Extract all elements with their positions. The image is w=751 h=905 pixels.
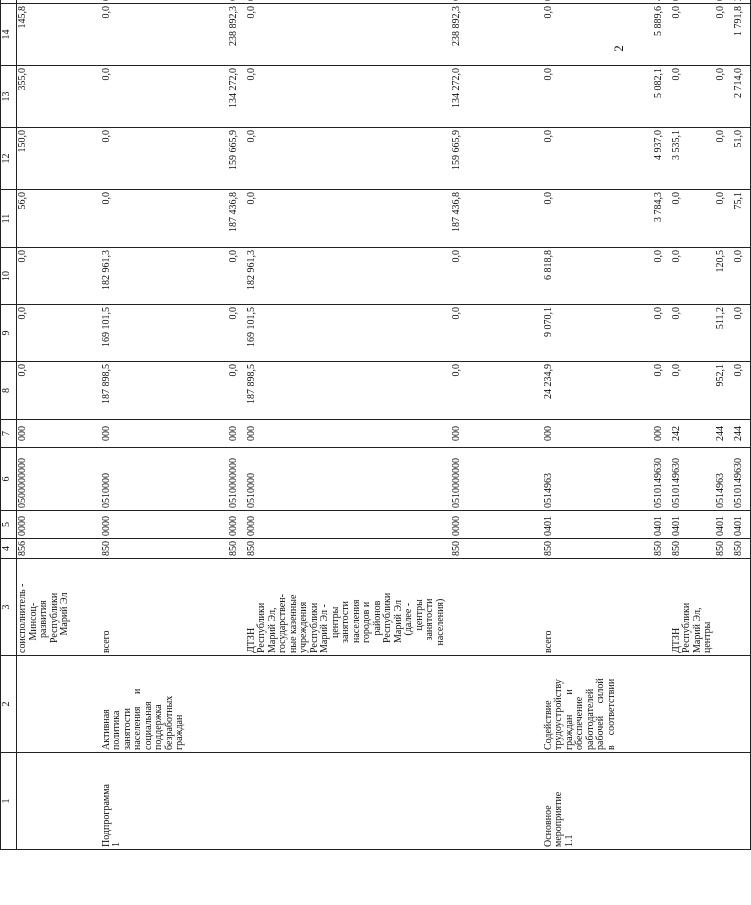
cell-col-9: 0,0 [17,305,101,362]
cell-col-1: Подпрограмма 1 [101,753,228,850]
cell-col-2: Активная политика занятости населения и социальная поддержка безработных граждан [101,656,228,753]
cell-col-6: 0514963 [543,448,653,511]
cell-col-9: 169 101,5 [101,305,228,362]
cell-col-2 [653,656,671,753]
cell-col-11: 187 436,8 [451,190,543,248]
table-row [17,0,101,850]
cell-col-8: 0,0 [653,362,671,420]
cell-col-6: 0510149630 [671,448,715,511]
column-header-1: 1 [1,753,17,850]
cell-col-8: 187 898,5 [246,362,451,420]
cell-col-7: 000 [228,420,246,448]
cell-col-15 [653,0,671,4]
cell-col-6: 0510000 [246,448,451,511]
cell-col-1: Основное мероприятие 1.1 [543,753,653,850]
cell-col-1 [228,753,246,850]
column-header-9: 9 [1,305,17,362]
column-header-12: 12 [1,128,17,190]
cell-col-11: 0,0 [671,190,715,248]
cell-col-11: 75,1 [733,190,751,248]
cell-col-2 [671,656,715,753]
column-header-3: 3 [1,559,17,656]
cell-col-11: 0,0 [101,190,228,248]
cell-col-14: 238 892,3 [451,4,543,66]
table-body [17,0,751,850]
column-header-6: 6 [1,448,17,511]
cell-col-13: 0,0 [543,66,653,128]
cell-col-12: 150,0 [17,128,101,190]
cell-col-15 [671,0,715,4]
cell-col-1 [246,753,451,850]
cell-col-5: 0401 [653,511,671,539]
cell-col-15 [733,0,751,4]
cell-col-14: 0,0 [715,4,733,66]
column-header-4: 4 [1,539,17,559]
cell-col-13: 5 082,1 [653,66,671,128]
cell-col-9: 169 101,5 [246,305,451,362]
table-row [228,0,246,850]
cell-col-11: 0,0 [543,190,653,248]
cell-col-15 [17,0,101,4]
cell-col-14: 0,0 [671,4,715,66]
column-header-15 [1,0,17,4]
cell-col-13: 355,0 [17,66,101,128]
cell-col-7: 000 [451,420,543,448]
cell-col-5: 0000 [17,511,101,539]
cell-col-4: 850 [451,539,543,559]
cell-col-11: 0,0 [246,190,451,248]
cell-col-8: 0,0 [228,362,246,420]
cell-col-14: 0,0 [543,4,653,66]
cell-col-10: 182 961,3 [246,248,451,305]
cell-col-2 [228,656,246,753]
column-header-11: 11 [1,190,17,248]
cell-col-8: 0,0 [451,362,543,420]
cell-col-13: 0,0 [101,66,228,128]
cell-col-5: 0401 [715,511,733,539]
cell-col-1 [671,753,715,850]
cell-col-3: ДТЗН Республики Марий Эл, центры [671,559,715,656]
cell-col-9: 0,0 [671,305,715,362]
cell-col-7: 242 [671,420,715,448]
cell-col-9: 0,0 [451,305,543,362]
table-row [733,0,751,850]
cell-col-12: 159 665,9 [451,128,543,190]
cell-col-6: 0510149630 [653,448,671,511]
cell-col-10: 0,0 [451,248,543,305]
cell-col-8: 0,0 [671,362,715,420]
cell-col-13: 0,0 [715,66,733,128]
table-row [671,0,715,850]
cell-col-12: 51,0 [733,128,751,190]
cell-col-15 [715,0,733,4]
cell-col-5: 0401 [733,511,751,539]
cell-col-15 [246,0,451,4]
cell-col-5: 0000 [451,511,543,539]
table-row [451,0,543,850]
cell-col-3 [715,559,733,656]
cell-col-8: 187 898,5 [101,362,228,420]
cell-col-5: 0000 [246,511,451,539]
cell-col-2 [17,656,101,753]
cell-col-10: 0,0 [17,248,101,305]
header-row [1,0,17,850]
cell-col-2 [451,656,543,753]
column-header-14: 14 [1,4,17,66]
column-header-8: 8 [1,362,17,420]
cell-col-14: 145,8 [17,4,101,66]
column-header-7: 7 [1,420,17,448]
table-header [1,0,17,850]
cell-col-7: 000 [653,420,671,448]
cell-col-7: 244 [733,420,751,448]
page-number: 2 [610,45,626,52]
column-header-2: 2 [1,656,17,753]
cell-col-5: 0401 [543,511,653,539]
cell-col-12: 159 665,9 [228,128,246,190]
cell-col-12: 0,0 [715,128,733,190]
table-row [653,0,671,850]
cell-col-15 [101,0,228,4]
cell-col-12: 0,0 [543,128,653,190]
cell-col-6: 0514963 [715,448,733,511]
cell-col-3 [228,559,246,656]
cell-col-10: 120,5 [715,248,733,305]
cell-col-7: 000 [101,420,228,448]
cell-col-11: 3 784,3 [653,190,671,248]
cell-col-12: 4 937,0 [653,128,671,190]
cell-col-9: 511,2 [715,305,733,362]
column-header-10: 10 [1,248,17,305]
cell-col-11: 187 436,8 [228,190,246,248]
cell-col-4: 856 [17,539,101,559]
cell-col-1 [733,753,751,850]
column-header-5: 5 [1,511,17,539]
cell-col-13: 134 272,0 [228,66,246,128]
cell-col-6: 0510000 [101,448,228,511]
cell-col-3 [653,559,671,656]
cell-col-11: 0,0 [715,190,733,248]
cell-col-3: всего [543,559,653,656]
cell-col-2 [246,656,451,753]
cell-col-8: 0,0 [17,362,101,420]
cell-col-1 [451,753,543,850]
cell-col-14: 0,0 [246,4,451,66]
cell-col-6: 0510000000 [451,448,543,511]
cell-col-2 [733,656,751,753]
cell-col-15 [228,0,246,4]
cell-col-15 [451,0,543,4]
table-row [246,0,451,850]
cell-col-3: соисполнитель - Минсоц- развития Республики Марий Эл [17,559,101,656]
cell-col-7: 000 [246,420,451,448]
table-row [101,0,228,850]
cell-col-6: 0510149630 [733,448,751,511]
cell-col-12: 3 535,1 [671,128,715,190]
cell-col-8: 24 234,9 [543,362,653,420]
cell-col-10: 0,0 [733,248,751,305]
cell-col-1 [17,753,101,850]
cell-col-1 [653,753,671,850]
cell-col-14: 0,0 [101,4,228,66]
cell-col-3 [733,559,751,656]
cell-col-4: 850 [715,539,733,559]
cell-col-9: 0,0 [733,305,751,362]
cell-col-13: 0,0 [246,66,451,128]
cell-col-4: 850 [543,539,653,559]
cell-col-7: 000 [17,420,101,448]
cell-col-12: 0,0 [101,128,228,190]
cell-col-15 [543,0,653,4]
cell-col-7: 000 [543,420,653,448]
cell-col-12: 0,0 [246,128,451,190]
cell-col-3: всего [101,559,228,656]
cell-col-9: 0,0 [653,305,671,362]
cell-col-8: 952,1 [715,362,733,420]
cell-col-5: 0000 [101,511,228,539]
cell-col-6: 0500000000 [17,448,101,511]
cell-col-4: 850 [228,539,246,559]
cell-col-10: 182 961,3 [101,248,228,305]
cell-col-2 [715,656,733,753]
cell-col-3: ДТЗН Республики Марий Эл, государствен- ные казенные учреждения Республики Марий Эл - центры занятости населения городов и районов Республики Марий Эл (далее - центры занятости населения) [246,559,451,656]
cell-col-1 [715,753,733,850]
cell-col-4: 850 [246,539,451,559]
cell-col-14: 238 892,3 [228,4,246,66]
cell-col-10: 0,0 [228,248,246,305]
cell-col-11: 56,0 [17,190,101,248]
column-header-13: 13 [1,66,17,128]
cell-col-9: 0,0 [228,305,246,362]
cell-col-9: 9 070,1 [543,305,653,362]
cell-col-10: 6 818,8 [543,248,653,305]
cell-col-2: Содействие трудоустройству граждан и обеспечение работодателей рабочей силой в соответствии [543,656,653,753]
cell-col-3 [451,559,543,656]
cell-col-4: 850 [653,539,671,559]
cell-col-14: 5 889,6 [653,4,671,66]
cell-col-8: 0,0 [733,362,751,420]
cell-col-6: 0510000000 [228,448,246,511]
cell-col-4: 850 [733,539,751,559]
table-row [715,0,733,850]
cell-col-13: 0,0 [671,66,715,128]
cell-col-5: 0401 [671,511,715,539]
cell-col-14: 1 791,8 [733,4,751,66]
cell-col-7: 244 [715,420,733,448]
table-row [543,0,653,850]
cell-col-13: 2 714,0 [733,66,751,128]
cell-col-4: 850 [671,539,715,559]
cell-col-10: 0,0 [653,248,671,305]
cell-col-10: 0,0 [671,248,715,305]
cell-col-13: 134 272,0 [451,66,543,128]
cell-col-5: 0000 [228,511,246,539]
cell-col-4: 850 [101,539,228,559]
